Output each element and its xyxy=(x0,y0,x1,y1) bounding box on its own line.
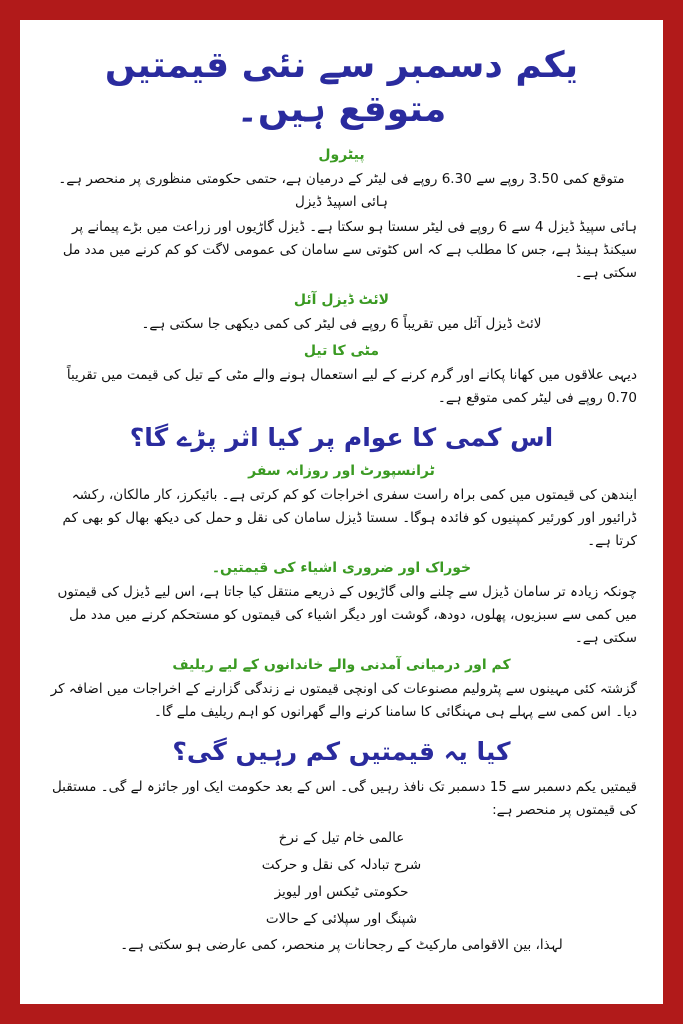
outlook-conclusion: لہذا، بین الاقوامی مارکیٹ کے رجحانات پر منحصر، کمی عارضی ہو سکتی ہے۔ xyxy=(120,937,563,953)
impact-transport-text: ایندھن کی قیمتوں میں کمی براہ راست سفری اخراجات کو کم کرتی ہے۔ بائیکرز، کار مالکان، رکشہ ڈرائیور اور کورئیر کمپنیوں کو فائدہ ہوگا۔ سستا ڈیزل سامان کی نقل و حمل کی دیکھ بھال کو بھی کم کرتا ہے۔ xyxy=(62,487,637,549)
section-text-kerosene: دیہی علاقوں میں کھانا پکانے اور گرم کرنے کے لیے استعمال ہونے والے مٹی کے تیل کی قیمت میں تقریباً 0.70 روپے فی لیٹر کمی متوقع ہے۔ xyxy=(66,367,637,406)
impact-food-text: چونکہ زیادہ تر سامان ڈیزل سے چلنے والی گاڑیوں کے ذریعے منتقل کیا جاتا ہے، اس لیے ڈیزل کی قیمتوں میں کمی سے سبزیوں، پھلوں، دودھ، گوشت اور دیگر اشیاء کی قیمتوں کو مستحکم کرنے میں مدد مل سکتی ہے۔ xyxy=(57,584,637,646)
impact-food-heading: خوراک اور ضروری اشیاء کی قیمتیں۔ xyxy=(211,560,472,576)
section-heading-hsd: ہائی اسپیڈ ڈیزل xyxy=(295,194,388,210)
list-item: حکومتی ٹیکس اور لیویز xyxy=(274,884,409,900)
outlook-text: قیمتیں یکم دسمبر سے 15 دسمبر تک نافذ رہیں گی۔ اس کے بعد حکومت ایک اور جائزہ لے گی۔ مستقبل کی قیمتوں پر منحصر ہے: xyxy=(51,779,637,818)
list-item: شرح تبادلہ کی نقل و حرکت xyxy=(261,857,422,873)
section-text-petrol: متوقع کمی 3.50 روپے سے 6.30 روپے فی لیٹر کے درمیان ہے، حتمی حکومتی منظوری پر منحصر ہے۔ xyxy=(58,171,625,187)
section-heading-kerosene: مٹی کا تیل xyxy=(303,343,380,359)
list-item: عالمی خام تیل کے نرخ xyxy=(278,830,405,846)
list-item: شپنگ اور سپلائی کے حالات xyxy=(265,911,418,927)
factor-list xyxy=(46,826,637,932)
article-page xyxy=(20,20,663,1004)
section-text-ldo: لائٹ ڈیزل آئل میں تقریباً 6 روپے فی لیٹر کی کمی دیکھی جا سکتی ہے۔ xyxy=(141,316,542,332)
impact-heading: اس کمی کا عوام پر کیا اثر پڑے گا؟ xyxy=(129,423,554,452)
section-text-hsd: ہائی سپیڈ ڈیزل 4 سے 6 روپے فی لیٹر سستا ہو سکتا ہے۔ ڈیزل گاڑیوں اور زراعت میں بڑے پیمانے پر سیکنڈ ہینڈ ہے، جس کا مطلب ہے کہ اس کٹوتی سے سامان کی عمومی لاگت کو کم کرنے میں مدد مل سکتی ہے۔ xyxy=(62,219,637,281)
impact-relief-heading: کم اور درمیانی آمدنی والے خاندانوں کے لیے ریلیف xyxy=(172,657,511,673)
section-heading-ldo: لائٹ ڈیزل آئل xyxy=(293,292,390,308)
impact-transport-heading: ٹرانسپورٹ اور روزانہ سفر xyxy=(248,463,435,479)
impact-relief-text: گزشتہ کئی مہینوں سے پٹرولیم مصنوعات کی اونچی قیمتوں نے زندگی گزارنے کے اخراجات میں اضافہ کر دیا۔ اس کمی سے پہلے ہی مہنگائی کا سامنا کرنے والے گھرانوں کو اہم ریلیف ملے گا۔ xyxy=(50,681,637,720)
outlook-heading: کیا یہ قیمتیں کم رہیں گی؟ xyxy=(172,737,511,766)
page-title: یکم دسمبر سے نئی قیمتیں متوقع ہیں۔ xyxy=(104,45,579,130)
section-heading-petrol: پیٹرول xyxy=(318,147,365,163)
